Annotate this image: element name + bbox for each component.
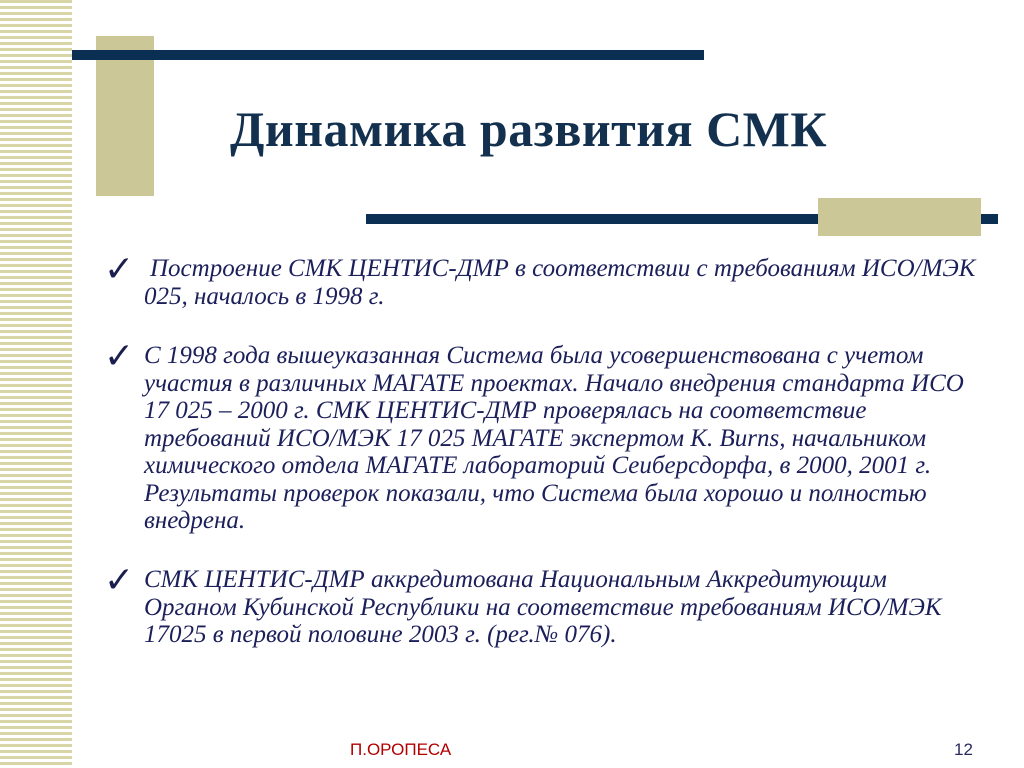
bullet-text: С 1998 года вышеуказанная Система была усовершенствована с учетом участия в различных МАГАТЕ проектах. Начало внедрения стандарта ИСО 17 025 – 2000 г. СМК ЦЕНТИС-ДМР проверялась на соответствие требований ИСО/МЭК 17 025 МАГАТЕ экспертом K. Burns, начальником химического отдела МАГАТЕ лабораторий Сеиберсдорфа, в 2000, 2001 г. Результаты проверок показали, что Система была хорошо и полностью внедрена.	[144, 342, 964, 534]
checkmark-icon: ✓	[104, 336, 135, 377]
khaki-decor-block-mid	[818, 198, 981, 236]
navy-decor-bar-top	[72, 50, 704, 60]
footer-author: П.ОРОПЕСА	[350, 740, 452, 759]
checkmark-icon: ✓	[104, 249, 135, 290]
bullet-text: Построение СМК ЦЕНТИС-ДМР в соответствии с требованиям ИСО/МЭК 025, началось в 1998 г.	[144, 255, 976, 310]
bullet-item	[104, 560, 984, 649]
khaki-decor-block-top	[96, 36, 154, 196]
bullet-item	[104, 249, 984, 310]
checkmark-icon: ✓	[104, 560, 135, 601]
bullet-item	[104, 336, 984, 535]
page-number: 12	[954, 740, 973, 759]
slide-title: Динамика развития СМК	[230, 101, 828, 157]
bullet-text: СМК ЦЕНТИС-ДМР аккредитована Национальным Аккредитующим Органом Кубинской Республики на соответствие требованиям ИСО/МЭК 17025 в первой половине 2003 г. (рег.№ 076).	[144, 566, 942, 648]
striped-side-decoration	[0, 0, 72, 768]
